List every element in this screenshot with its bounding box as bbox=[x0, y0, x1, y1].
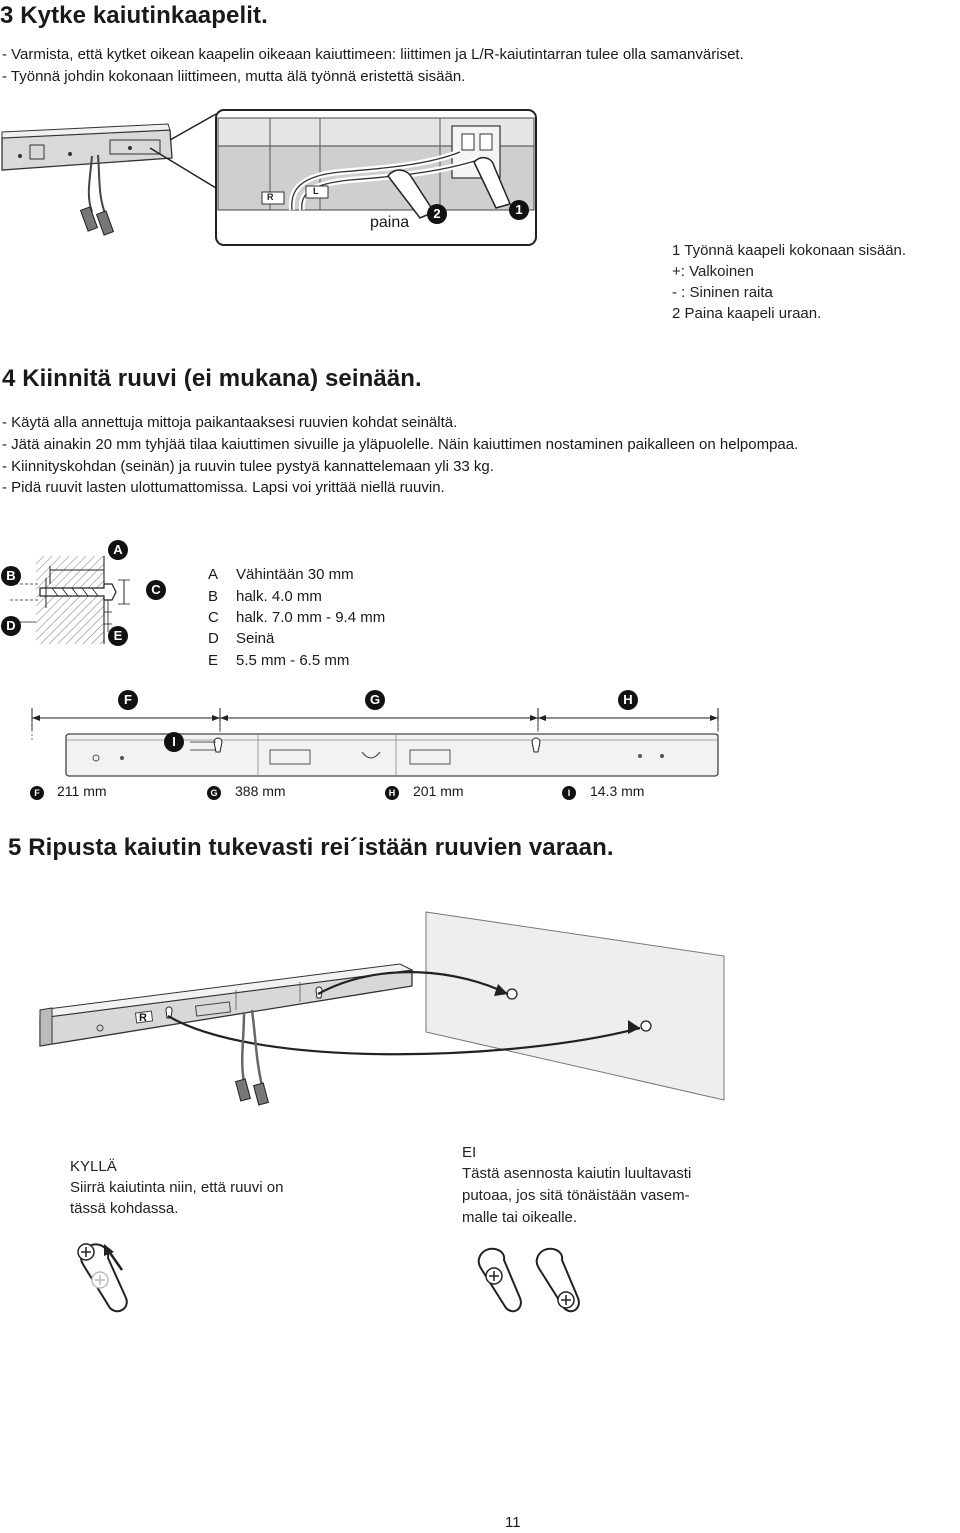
no-line: putoaa, jos sitä tönäistään vasem- bbox=[462, 1187, 690, 1204]
legend-text: 5.5 mm - 6.5 mm bbox=[236, 652, 350, 669]
marker-a: A bbox=[108, 540, 128, 560]
measure-key: G bbox=[207, 786, 221, 800]
section-4-bullet: - Käytä alla annettuja mittoja paikantaaksesi ruuvien kohdat seinältä. bbox=[2, 414, 458, 431]
measure-value: 201 mm bbox=[413, 783, 464, 799]
screw-legend-row bbox=[208, 586, 322, 608]
screw-dimension-diagram bbox=[0, 540, 200, 650]
connector-note: 1 Työnnä kaapeli kokonaan sisään. bbox=[672, 242, 907, 259]
measure-value: 14.3 mm bbox=[590, 783, 645, 799]
sticker-r-label: R bbox=[139, 1012, 147, 1024]
yes-title: KYLLÄ bbox=[70, 1158, 117, 1175]
legend-key: D bbox=[208, 630, 219, 647]
measure-value: 388 mm bbox=[235, 783, 286, 799]
marker-e: E bbox=[108, 626, 128, 646]
section-3-bullet: - Työnnä johdin kokonaan liittimeen, mutta älä työnnä eristettä sisään. bbox=[2, 68, 466, 85]
marker-c: C bbox=[146, 580, 166, 600]
sticker-r-label: R bbox=[267, 192, 274, 202]
measure-key: H bbox=[385, 786, 399, 800]
section-4-bullet: - Jätä ainakin 20 mm tyhjää tilaa kaiuttimen sivuille ja yläpuolelle. Näin kaiuttimen nostaminen paikalleen on helpompaa. bbox=[2, 436, 799, 453]
marker-b: B bbox=[1, 566, 21, 586]
measure-key: I bbox=[562, 786, 576, 800]
measure-value: 211 mm bbox=[57, 783, 107, 799]
section-5-heading: 5 Ripusta kaiutin tukevasti rei´istään ruuvien varaan. bbox=[8, 834, 614, 861]
legend-key: C bbox=[208, 609, 219, 626]
marker-f: F bbox=[118, 690, 138, 710]
legend-text: halk. 7.0 mm - 9.4 mm bbox=[236, 609, 386, 626]
section-3-bullet: - Varmista, että kytket oikean kaapelin oikeaan kaiuttimeen: liittimen ja L/R-kaiutintarran tulee olla samanväriset. bbox=[2, 46, 744, 63]
hanging-illustration bbox=[0, 900, 740, 1140]
yes-line: Siirrä kaiutinta niin, että ruuvi on bbox=[70, 1179, 284, 1196]
connector-note: 2 Paina kaapeli uraan. bbox=[672, 305, 822, 322]
section-4-bullet: - Pidä ruuvit lasten ulottumattomissa. Lapsi voi yrittää niellä ruuvin. bbox=[2, 479, 445, 496]
yes-line: tässä kohdassa. bbox=[70, 1200, 179, 1217]
section-4-heading: 4 Kiinnitä ruuvi (ei mukana) seinään. bbox=[2, 365, 422, 392]
step-marker-2: 2 bbox=[427, 204, 447, 224]
sticker-l-label: L bbox=[313, 186, 319, 196]
keyhole-incorrect-icon bbox=[472, 1242, 612, 1332]
keyhole-correct-icon bbox=[70, 1236, 160, 1326]
legend-key: A bbox=[208, 566, 219, 583]
speaker-connector-illustration bbox=[0, 100, 560, 250]
page-number: 11 bbox=[505, 1514, 521, 1531]
no-line: malle tai oikealle. bbox=[462, 1209, 578, 1226]
legend-text: Vähintään 30 mm bbox=[236, 566, 354, 583]
section-3-heading: 3 Kytke kaiutinkaapelit. bbox=[0, 2, 268, 29]
marker-d: D bbox=[1, 616, 21, 636]
legend-key: B bbox=[208, 588, 219, 605]
marker-h: H bbox=[618, 690, 638, 710]
screw-legend-row bbox=[208, 564, 354, 586]
screw-legend-row bbox=[208, 607, 385, 629]
step-marker-1: 1 bbox=[509, 200, 529, 220]
measure-key: F bbox=[30, 786, 44, 800]
connector-note: - : Sininen raita bbox=[672, 284, 773, 301]
no-title: EI bbox=[462, 1144, 477, 1161]
connector-note: +: Valkoinen bbox=[672, 263, 754, 280]
speaker-bar-dimension-diagram bbox=[0, 700, 730, 780]
screw-legend-row bbox=[208, 650, 349, 672]
marker-g: G bbox=[365, 690, 385, 710]
legend-text: halk. 4.0 mm bbox=[236, 588, 322, 605]
screw-legend-row bbox=[208, 628, 274, 650]
marker-i: I bbox=[164, 732, 184, 752]
legend-key: E bbox=[208, 652, 219, 669]
push-label: paina bbox=[370, 214, 410, 231]
section-4-bullet: - Kiinnityskohdan (seinän) ja ruuvin tulee pystyä kannattelemaan yli 33 kg. bbox=[2, 458, 494, 475]
no-line: Tästä asennosta kaiutin luultavasti bbox=[462, 1165, 692, 1182]
legend-text: Seinä bbox=[236, 630, 275, 647]
